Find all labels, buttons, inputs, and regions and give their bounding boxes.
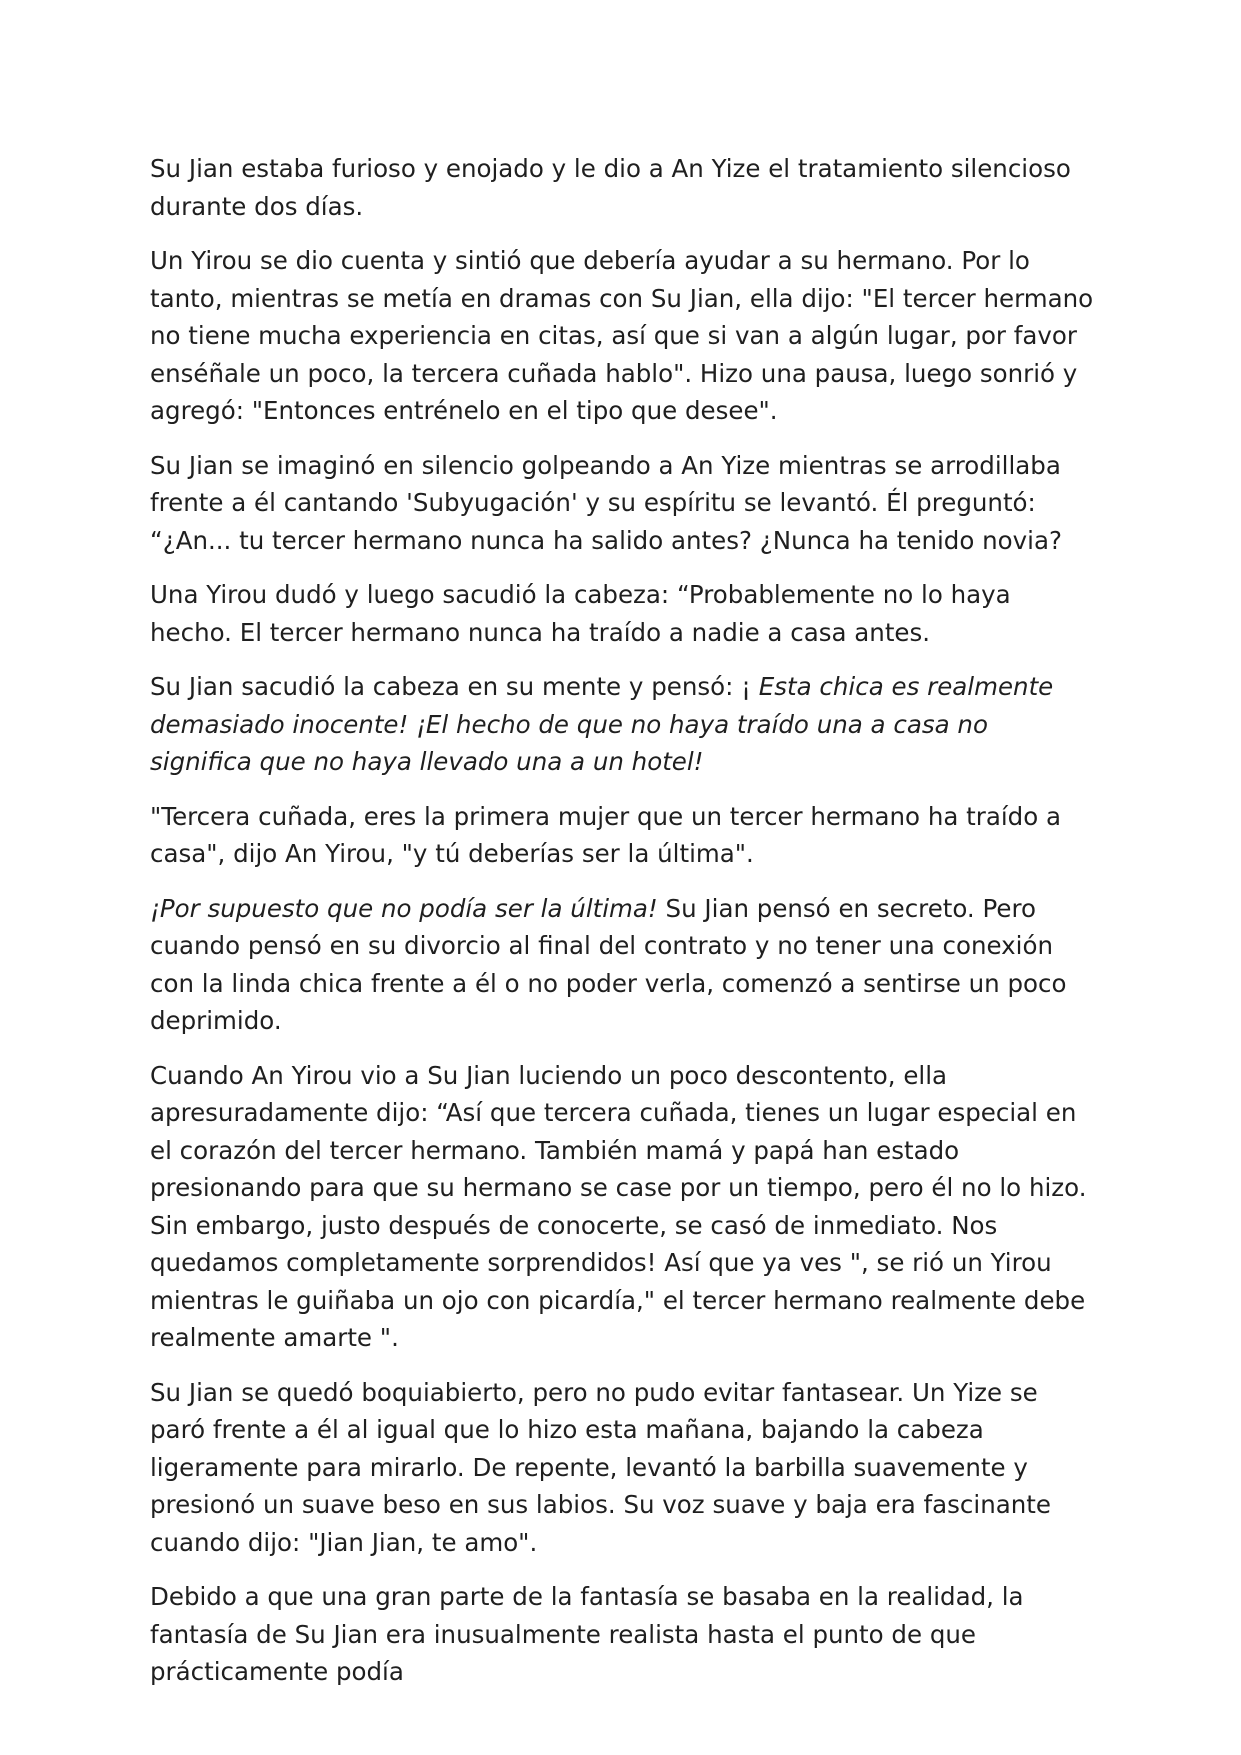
paragraph-text: Su Jian estaba furioso y enojado y le dio a An Yize el tratamiento silencioso durante dos días. (150, 154, 1071, 221)
paragraph-4 (150, 576, 1095, 651)
paragraph-text: Su Jian se imaginó en silencio golpeando a An Yize mientras se arrodillaba frente a él cantando 'Subyugación' y su espíritu se levantó. Él preguntó: “¿An... tu tercer hermano nunca ha salido antes? ¿Nunca ha tenido novia? (150, 450, 1062, 555)
paragraph-italic-thought: ¡Por supuesto que no podía ser la última! (150, 893, 658, 923)
paragraph-italic-thought: Esta chica es realmente demasiado inocente! ¡El hecho de que no haya traído una a casa no significa que no haya llevado una a un hotel! (150, 672, 1054, 776)
document-page (150, 150, 1095, 1708)
paragraph-5 (150, 668, 1095, 781)
paragraph-text: Su Jian pensó en secreto. Pero cuando pensó en su divorcio al final del contrato y no tener una conexión con la linda chica frente a él o no poder verla, comenzó a sentirse un poco deprimido. (150, 893, 1067, 1035)
paragraph-6 (150, 798, 1095, 873)
paragraph-text: Su Jian sacudió la cabeza en su mente y pensó: ¡ (150, 672, 759, 701)
paragraph-9 (150, 1374, 1095, 1562)
paragraph-7 (150, 890, 1095, 1040)
paragraph-10 (150, 1578, 1095, 1691)
paragraph-8 (150, 1057, 1095, 1357)
paragraph-text: Debido a que una gran parte de la fantasía se basaba en la realidad, la fantasía de Su Jian era inusualmente realista hasta el punto de que prácticamente podía (150, 1582, 1024, 1686)
paragraph-text: Una Yirou dudó y luego sacudió la cabeza: “Probablemente no lo haya hecho. El tercer hermano nunca ha traído a nadie a casa antes. (150, 580, 1011, 647)
paragraph-1 (150, 150, 1095, 225)
paragraph-text: Su Jian se quedó boquiabierto, pero no pudo evitar fantasear. Un Yize se paró frente a él al igual que lo hizo esta mañana, bajando la cabeza ligeramente para mirarlo. De repente, levantó la barbilla suavemente y presionó un suave beso en sus labios. Su voz suave y baja era fascinante cuando dijo: "Jian Jian, te amo". (150, 1377, 1051, 1557)
paragraph-3 (150, 447, 1095, 560)
paragraph-text: "Tercera cuñada, eres la primera mujer que un tercer hermano ha traído a casa", dijo An Yirou, "y tú deberías ser la última". (150, 801, 1061, 868)
paragraph-text: Un Yirou se dio cuenta y sintió que debería ayudar a su hermano. Por lo tanto, mientras se metía en dramas con Su Jian, ella dijo: "El tercer hermano no tiene mucha experiencia en citas, así que si van a algún lugar, por favor enséñale un poco, la tercera cuñada hablo". Hizo una pausa, luego sonrió y agregó: "Entonces entrénelo en el tipo que desee". (150, 246, 1094, 425)
paragraph-2 (150, 242, 1095, 430)
paragraph-text: Cuando An Yirou vio a Su Jian luciendo un poco descontento, ella apresuradamente dijo: “Así que tercera cuñada, tienes un lugar especial en el corazón del tercer hermano. También mamá y papá han estado presionando para que su hermano se case por un tiempo, pero él no lo hizo. Sin embargo, justo después de conocerte, se casó de inmediato. Nos quedamos completamente sorprendidos! Así que ya ves ", se rió un Yirou mientras le guiñaba un ojo con picardía," el tercer hermano realmente debe realmente amarte ". (150, 1060, 1087, 1352)
